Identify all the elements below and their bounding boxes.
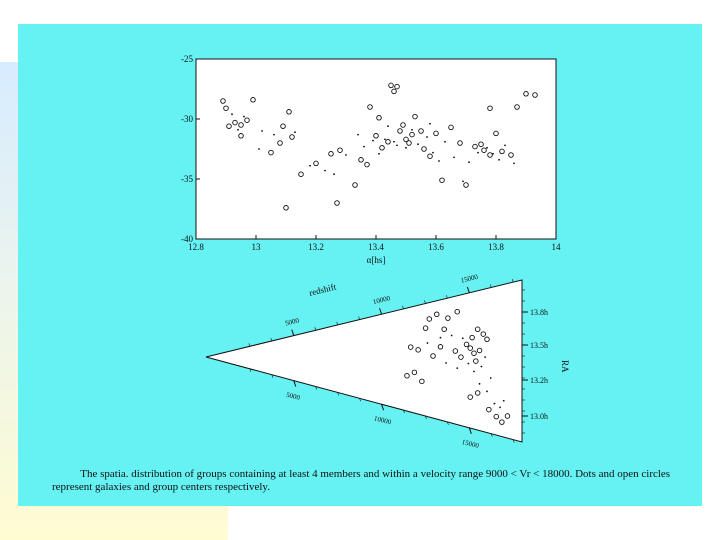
redshift-minor-tick bbox=[337, 322, 338, 325]
redshift-minor-tick bbox=[424, 301, 425, 304]
galaxy-point bbox=[473, 371, 475, 373]
galaxy-point bbox=[462, 337, 464, 339]
galaxy-point bbox=[261, 130, 263, 132]
galaxy-point bbox=[345, 154, 347, 156]
dec-vs-ra-plot bbox=[181, 54, 561, 265]
galaxy-point bbox=[393, 141, 395, 143]
galaxy-point bbox=[427, 342, 429, 344]
figure-canvas bbox=[18, 24, 702, 506]
x-tick-label: 13.8 bbox=[488, 242, 504, 252]
galaxy-point bbox=[258, 148, 260, 150]
y-tick-label: -40 bbox=[181, 234, 193, 244]
redshift-tick-label-top: 5000 bbox=[284, 316, 300, 328]
ra-tick-label: 13.5h bbox=[530, 341, 548, 350]
galaxy-point bbox=[479, 383, 481, 385]
x-tick-label: 13.6 bbox=[428, 242, 444, 252]
caption-text: The spatia. distribution of groups containing at least 4 members and within a velocity range 9000 < Vr < 18000. Dots and open circles represent galaxies and group centers respectively. bbox=[52, 468, 671, 493]
galaxy-point bbox=[462, 181, 464, 183]
redshift-tick-label-bottom: 10000 bbox=[373, 414, 392, 427]
galaxy-point bbox=[333, 173, 335, 175]
redshift-tick-label-bottom: 15000 bbox=[460, 438, 480, 451]
galaxy-point bbox=[417, 143, 419, 145]
y-tick-label: -35 bbox=[181, 174, 193, 184]
galaxy-point bbox=[453, 157, 455, 159]
redshift-minor-tick bbox=[446, 295, 447, 298]
galaxy-point bbox=[451, 335, 453, 337]
x-tick-label: 13.2 bbox=[308, 242, 324, 252]
galaxy-point bbox=[456, 367, 458, 369]
redshift-tick-label-bottom: 5000 bbox=[285, 390, 301, 402]
ra-tick-label: 13.8h bbox=[530, 308, 548, 317]
galaxy-point bbox=[387, 125, 389, 127]
galaxy-point bbox=[486, 147, 488, 149]
galaxy-point bbox=[384, 139, 386, 141]
galaxy-point bbox=[498, 159, 500, 161]
redshift-minor-tick bbox=[512, 279, 513, 282]
galaxy-point bbox=[405, 147, 407, 149]
galaxy-point bbox=[490, 377, 492, 379]
x-tick-label: 13.4 bbox=[368, 242, 384, 252]
galaxy-point bbox=[396, 145, 398, 147]
redshift-minor-tick bbox=[271, 338, 272, 341]
galaxy-point bbox=[440, 337, 442, 339]
ra-tick-label: 13.2h bbox=[530, 376, 548, 385]
galaxy-point bbox=[426, 136, 428, 138]
galaxy-point bbox=[324, 170, 326, 172]
galaxy-point bbox=[504, 145, 506, 147]
galaxy-point bbox=[411, 129, 413, 131]
redshift-tick-label-top: 15000 bbox=[459, 272, 479, 285]
x-tick-label: 14 bbox=[551, 242, 561, 252]
redshift-minor-tick bbox=[403, 306, 404, 309]
galaxy-point bbox=[445, 362, 447, 364]
galaxy-point bbox=[477, 152, 479, 154]
redshift-wedge-plot bbox=[206, 273, 570, 450]
galaxy-point bbox=[467, 363, 469, 365]
redshift-minor-tick bbox=[490, 284, 491, 287]
galaxy-point bbox=[243, 116, 245, 118]
galaxy-point bbox=[499, 406, 501, 408]
galaxy-point bbox=[486, 391, 488, 393]
galaxy-point bbox=[492, 153, 494, 155]
x-tick-label: 12.8 bbox=[188, 242, 204, 252]
galaxy-point bbox=[273, 134, 275, 136]
redshift-minor-tick bbox=[359, 317, 360, 320]
redshift-tick-label-top: 10000 bbox=[372, 294, 392, 307]
galaxy-point bbox=[237, 129, 239, 131]
galaxy-point bbox=[357, 134, 359, 136]
galaxy-point bbox=[494, 403, 496, 405]
redshift-minor-tick bbox=[249, 343, 250, 346]
galaxy-point bbox=[444, 141, 446, 143]
galaxy-point bbox=[481, 366, 483, 368]
galaxy-point bbox=[513, 163, 515, 165]
redshift-minor-tick bbox=[315, 327, 316, 330]
galaxy-point bbox=[231, 113, 233, 115]
galaxy-point bbox=[294, 131, 296, 133]
wedge-redshift-label: redshift bbox=[308, 281, 338, 298]
x-tick-label: 13 bbox=[251, 242, 261, 252]
figure-label: Fig. 1 bbox=[52, 468, 78, 480]
galaxy-point bbox=[309, 165, 311, 167]
figure-caption bbox=[52, 468, 692, 494]
galaxy-point bbox=[378, 153, 380, 155]
galaxy-point bbox=[429, 123, 431, 125]
ra-tick-label: 13.0h bbox=[530, 412, 548, 421]
top-plot-xlabel: α[hs] bbox=[366, 255, 386, 265]
galaxy-point bbox=[372, 140, 374, 142]
y-tick-label: -30 bbox=[181, 114, 193, 124]
galaxy-point bbox=[468, 161, 470, 163]
wedge-ra-label: RA bbox=[560, 360, 570, 373]
wedge-shape bbox=[206, 280, 522, 442]
galaxy-point bbox=[503, 400, 505, 402]
galaxy-point bbox=[438, 160, 440, 162]
y-tick-label: -25 bbox=[181, 54, 193, 64]
galaxy-point bbox=[363, 146, 365, 148]
galaxy-point bbox=[432, 152, 434, 154]
galaxy-point bbox=[484, 356, 486, 358]
slide-panel bbox=[18, 24, 702, 506]
